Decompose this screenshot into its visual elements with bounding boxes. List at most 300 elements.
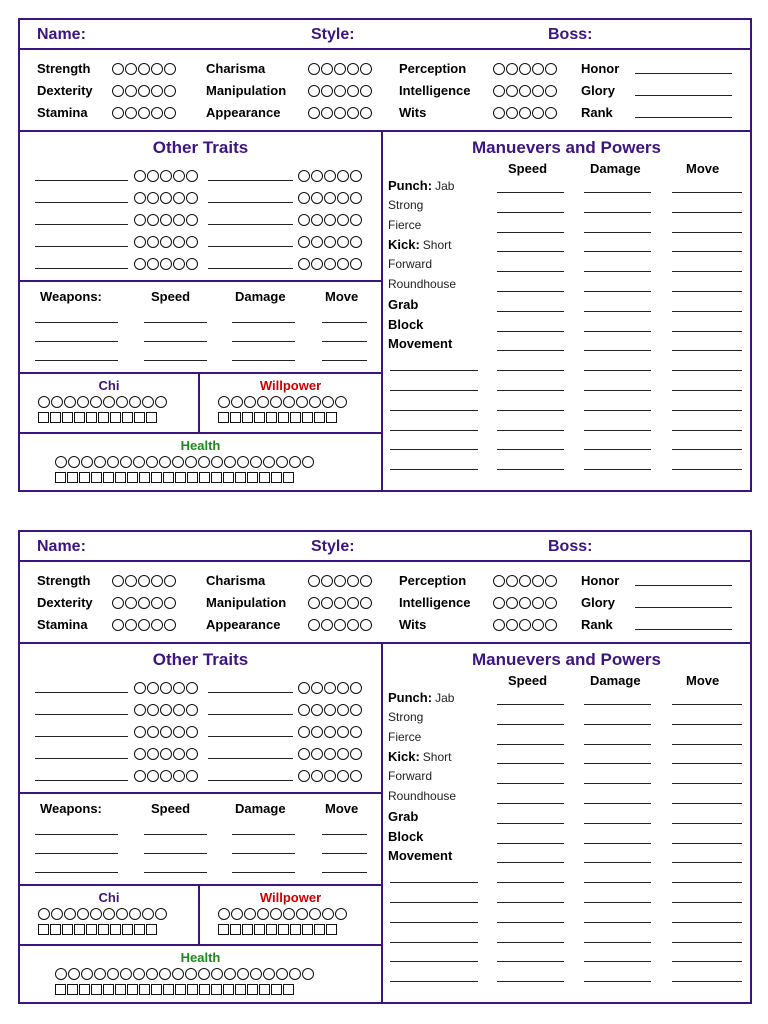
rating-dot[interactable] (186, 748, 198, 760)
rating-box[interactable] (98, 924, 109, 935)
rating-dot[interactable] (112, 63, 124, 75)
trait-name-line[interactable] (35, 180, 128, 181)
maneuver-move-line[interactable] (672, 331, 742, 332)
rating-dot[interactable] (164, 63, 176, 75)
rating-dot[interactable] (347, 63, 359, 75)
rating-dot[interactable] (147, 704, 159, 716)
rating-dot[interactable] (125, 619, 137, 631)
attribute-line[interactable] (635, 73, 732, 74)
rating-dot[interactable] (68, 456, 80, 468)
rating-dot[interactable] (321, 619, 333, 631)
trait-name-line[interactable] (208, 224, 293, 225)
rating-dot[interactable] (298, 214, 310, 226)
maneuver-speed-line[interactable] (497, 763, 564, 764)
rating-dot[interactable] (360, 575, 372, 587)
rating-dot[interactable] (147, 236, 159, 248)
rating-dot[interactable] (493, 575, 505, 587)
rating-box[interactable] (290, 924, 301, 935)
maneuver-move-line[interactable] (672, 744, 742, 745)
rating-dot[interactable] (334, 619, 346, 631)
rating-dot[interactable] (257, 908, 269, 920)
rating-dot[interactable] (120, 456, 132, 468)
rating-dot[interactable] (90, 908, 102, 920)
maneuver-name-line[interactable] (390, 430, 478, 431)
weapon-line[interactable] (35, 872, 118, 873)
maneuver-name-line[interactable] (390, 390, 478, 391)
maneuver-damage-line[interactable] (584, 882, 651, 883)
rating-dot[interactable] (160, 748, 172, 760)
rating-box[interactable] (223, 984, 234, 995)
rating-dot[interactable] (532, 85, 544, 97)
rating-box[interactable] (211, 472, 222, 483)
maneuver-speed-line[interactable] (497, 862, 564, 863)
weapon-move-line[interactable] (322, 834, 367, 835)
rating-dot[interactable] (337, 170, 349, 182)
maneuver-damage-line[interactable] (584, 370, 651, 371)
rating-box[interactable] (259, 984, 270, 995)
rating-dot[interactable] (186, 214, 198, 226)
rating-dot[interactable] (289, 456, 301, 468)
weapon-move-line[interactable] (322, 853, 367, 854)
rating-dot[interactable] (160, 770, 172, 782)
rating-dot[interactable] (308, 619, 320, 631)
maneuver-move-line[interactable] (672, 251, 742, 252)
rating-dot[interactable] (322, 396, 334, 408)
rating-box[interactable] (103, 984, 114, 995)
rating-box[interactable] (79, 472, 90, 483)
rating-dot[interactable] (147, 258, 159, 270)
rating-dot[interactable] (38, 908, 50, 920)
rating-box[interactable] (242, 924, 253, 935)
rating-box[interactable] (266, 924, 277, 935)
maneuver-speed-line[interactable] (497, 882, 564, 883)
rating-box[interactable] (74, 924, 85, 935)
rating-dot[interactable] (103, 396, 115, 408)
attribute-line[interactable] (635, 117, 732, 118)
maneuver-move-line[interactable] (672, 271, 742, 272)
rating-dot[interactable] (151, 575, 163, 587)
rating-box[interactable] (235, 984, 246, 995)
rating-dot[interactable] (324, 726, 336, 738)
maneuver-speed-line[interactable] (497, 843, 564, 844)
rating-dot[interactable] (160, 258, 172, 270)
rating-dot[interactable] (134, 748, 146, 760)
trait-name-line[interactable] (208, 202, 293, 203)
rating-dot[interactable] (77, 908, 89, 920)
rating-dot[interactable] (350, 192, 362, 204)
rating-dot[interactable] (335, 396, 347, 408)
rating-dot[interactable] (283, 908, 295, 920)
rating-dot[interactable] (160, 170, 172, 182)
rating-dot[interactable] (116, 908, 128, 920)
rating-dot[interactable] (68, 968, 80, 980)
rating-dot[interactable] (311, 170, 323, 182)
rating-dot[interactable] (308, 597, 320, 609)
rating-dot[interactable] (151, 619, 163, 631)
maneuver-damage-line[interactable] (584, 232, 651, 233)
rating-dot[interactable] (324, 214, 336, 226)
maneuver-move-line[interactable] (672, 763, 742, 764)
rating-dot[interactable] (270, 908, 282, 920)
rating-dot[interactable] (173, 214, 185, 226)
rating-dot[interactable] (125, 597, 137, 609)
attribute-line[interactable] (635, 95, 732, 96)
rating-box[interactable] (314, 412, 325, 423)
rating-dot[interactable] (160, 704, 172, 716)
rating-dot[interactable] (125, 107, 137, 119)
rating-dot[interactable] (125, 575, 137, 587)
rating-box[interactable] (62, 412, 73, 423)
rating-dot[interactable] (138, 575, 150, 587)
rating-dot[interactable] (302, 456, 314, 468)
weapon-speed-line[interactable] (144, 341, 207, 342)
weapon-speed-line[interactable] (144, 322, 207, 323)
trait-name-line[interactable] (208, 780, 293, 781)
maneuver-name-line[interactable] (390, 961, 478, 962)
rating-box[interactable] (278, 412, 289, 423)
rating-dot[interactable] (298, 770, 310, 782)
rating-box[interactable] (278, 924, 289, 935)
rating-box[interactable] (74, 412, 85, 423)
rating-dot[interactable] (146, 456, 158, 468)
rating-dot[interactable] (142, 908, 154, 920)
maneuver-move-line[interactable] (672, 882, 742, 883)
rating-dot[interactable] (532, 597, 544, 609)
rating-dot[interactable] (103, 908, 115, 920)
rating-dot[interactable] (311, 770, 323, 782)
maneuver-speed-line[interactable] (497, 192, 564, 193)
weapon-move-line[interactable] (322, 341, 367, 342)
rating-box[interactable] (103, 472, 114, 483)
maneuver-damage-line[interactable] (584, 291, 651, 292)
trait-name-line[interactable] (35, 692, 128, 693)
rating-dot[interactable] (493, 619, 505, 631)
rating-box[interactable] (218, 924, 229, 935)
rating-dot[interactable] (186, 170, 198, 182)
trait-name-line[interactable] (35, 268, 128, 269)
rating-dot[interactable] (324, 170, 336, 182)
weapon-damage-line[interactable] (232, 341, 295, 342)
maneuver-speed-line[interactable] (497, 783, 564, 784)
rating-dot[interactable] (519, 107, 531, 119)
trait-name-line[interactable] (208, 714, 293, 715)
rating-dot[interactable] (134, 258, 146, 270)
maneuver-damage-line[interactable] (584, 981, 651, 982)
rating-dot[interactable] (308, 63, 320, 75)
rating-box[interactable] (91, 472, 102, 483)
rating-dot[interactable] (51, 908, 63, 920)
rating-box[interactable] (127, 984, 138, 995)
rating-dot[interactable] (185, 456, 197, 468)
rating-dot[interactable] (138, 619, 150, 631)
rating-dot[interactable] (186, 236, 198, 248)
rating-dot[interactable] (147, 770, 159, 782)
rating-box[interactable] (146, 412, 157, 423)
rating-dot[interactable] (112, 597, 124, 609)
weapon-line[interactable] (35, 360, 118, 361)
rating-dot[interactable] (134, 236, 146, 248)
rating-dot[interactable] (334, 63, 346, 75)
rating-dot[interactable] (134, 170, 146, 182)
rating-box[interactable] (50, 412, 61, 423)
rating-dot[interactable] (173, 704, 185, 716)
rating-dot[interactable] (350, 258, 362, 270)
maneuver-name-line[interactable] (390, 370, 478, 371)
rating-dot[interactable] (493, 63, 505, 75)
rating-dot[interactable] (308, 107, 320, 119)
rating-dot[interactable] (112, 107, 124, 119)
rating-dot[interactable] (55, 968, 67, 980)
rating-dot[interactable] (545, 619, 557, 631)
rating-dot[interactable] (173, 682, 185, 694)
rating-dot[interactable] (321, 597, 333, 609)
rating-dot[interactable] (173, 258, 185, 270)
rating-dot[interactable] (134, 214, 146, 226)
rating-dot[interactable] (337, 214, 349, 226)
maneuver-move-line[interactable] (672, 981, 742, 982)
maneuver-speed-line[interactable] (497, 271, 564, 272)
rating-dot[interactable] (545, 575, 557, 587)
rating-dot[interactable] (164, 575, 176, 587)
rating-dot[interactable] (159, 968, 171, 980)
maneuver-speed-line[interactable] (497, 823, 564, 824)
maneuver-move-line[interactable] (672, 803, 742, 804)
rating-dot[interactable] (298, 192, 310, 204)
maneuver-speed-line[interactable] (497, 350, 564, 351)
rating-dot[interactable] (250, 456, 262, 468)
maneuver-damage-line[interactable] (584, 724, 651, 725)
rating-box[interactable] (98, 412, 109, 423)
weapon-speed-line[interactable] (144, 834, 207, 835)
rating-box[interactable] (50, 924, 61, 935)
rating-box[interactable] (326, 924, 337, 935)
rating-dot[interactable] (133, 456, 145, 468)
rating-dot[interactable] (298, 682, 310, 694)
trait-name-line[interactable] (208, 736, 293, 737)
rating-dot[interactable] (237, 968, 249, 980)
maneuver-speed-line[interactable] (497, 469, 564, 470)
rating-dot[interactable] (142, 396, 154, 408)
attribute-line[interactable] (635, 607, 732, 608)
rating-dot[interactable] (173, 770, 185, 782)
rating-dot[interactable] (173, 192, 185, 204)
rating-dot[interactable] (81, 456, 93, 468)
rating-dot[interactable] (160, 682, 172, 694)
rating-dot[interactable] (350, 236, 362, 248)
rating-dot[interactable] (289, 968, 301, 980)
rating-dot[interactable] (321, 63, 333, 75)
rating-dot[interactable] (308, 575, 320, 587)
rating-box[interactable] (67, 472, 78, 483)
rating-dot[interactable] (164, 85, 176, 97)
maneuver-move-line[interactable] (672, 922, 742, 923)
rating-box[interactable] (115, 984, 126, 995)
rating-dot[interactable] (55, 456, 67, 468)
rating-dot[interactable] (347, 619, 359, 631)
rating-dot[interactable] (151, 597, 163, 609)
maneuver-name-line[interactable] (390, 981, 478, 982)
maneuver-move-line[interactable] (672, 192, 742, 193)
rating-dot[interactable] (360, 63, 372, 75)
rating-box[interactable] (110, 924, 121, 935)
rating-dot[interactable] (298, 726, 310, 738)
rating-dot[interactable] (134, 704, 146, 716)
rating-dot[interactable] (125, 63, 137, 75)
rating-box[interactable] (127, 472, 138, 483)
rating-dot[interactable] (147, 748, 159, 760)
rating-dot[interactable] (337, 726, 349, 738)
maneuver-move-line[interactable] (672, 212, 742, 213)
rating-dot[interactable] (337, 748, 349, 760)
rating-dot[interactable] (334, 597, 346, 609)
rating-dot[interactable] (147, 170, 159, 182)
rating-box[interactable] (122, 924, 133, 935)
rating-box[interactable] (302, 412, 313, 423)
rating-box[interactable] (302, 924, 313, 935)
rating-box[interactable] (38, 924, 49, 935)
maneuver-name-line[interactable] (390, 410, 478, 411)
maneuver-speed-line[interactable] (497, 724, 564, 725)
maneuver-damage-line[interactable] (584, 350, 651, 351)
maneuver-move-line[interactable] (672, 232, 742, 233)
weapon-line[interactable] (35, 322, 118, 323)
rating-dot[interactable] (347, 575, 359, 587)
rating-dot[interactable] (198, 968, 210, 980)
rating-box[interactable] (115, 472, 126, 483)
rating-dot[interactable] (138, 63, 150, 75)
rating-box[interactable] (139, 472, 150, 483)
rating-dot[interactable] (545, 107, 557, 119)
trait-name-line[interactable] (208, 692, 293, 693)
rating-box[interactable] (146, 924, 157, 935)
rating-dot[interactable] (311, 258, 323, 270)
maneuver-damage-line[interactable] (584, 271, 651, 272)
weapon-move-line[interactable] (322, 872, 367, 873)
rating-dot[interactable] (545, 597, 557, 609)
rating-dot[interactable] (519, 575, 531, 587)
rating-box[interactable] (151, 984, 162, 995)
rating-dot[interactable] (263, 456, 275, 468)
maneuver-move-line[interactable] (672, 942, 742, 943)
rating-dot[interactable] (276, 456, 288, 468)
maneuver-damage-line[interactable] (584, 803, 651, 804)
trait-name-line[interactable] (35, 224, 128, 225)
rating-dot[interactable] (94, 968, 106, 980)
maneuver-damage-line[interactable] (584, 704, 651, 705)
rating-dot[interactable] (321, 575, 333, 587)
rating-box[interactable] (55, 472, 66, 483)
rating-dot[interactable] (350, 170, 362, 182)
maneuver-speed-line[interactable] (497, 232, 564, 233)
rating-dot[interactable] (335, 908, 347, 920)
rating-dot[interactable] (309, 396, 321, 408)
weapon-move-line[interactable] (322, 360, 367, 361)
rating-dot[interactable] (51, 396, 63, 408)
maneuver-speed-line[interactable] (497, 212, 564, 213)
rating-dot[interactable] (129, 908, 141, 920)
rating-dot[interactable] (138, 107, 150, 119)
rating-dot[interactable] (324, 236, 336, 248)
maneuver-damage-line[interactable] (584, 783, 651, 784)
rating-dot[interactable] (231, 908, 243, 920)
rating-dot[interactable] (334, 575, 346, 587)
rating-dot[interactable] (155, 908, 167, 920)
weapon-speed-line[interactable] (144, 872, 207, 873)
rating-dot[interactable] (164, 107, 176, 119)
rating-box[interactable] (110, 412, 121, 423)
weapon-damage-line[interactable] (232, 322, 295, 323)
rating-dot[interactable] (298, 170, 310, 182)
rating-dot[interactable] (324, 704, 336, 716)
rating-dot[interactable] (532, 619, 544, 631)
maneuver-damage-line[interactable] (584, 862, 651, 863)
trait-name-line[interactable] (35, 758, 128, 759)
rating-dot[interactable] (134, 192, 146, 204)
rating-dot[interactable] (302, 968, 314, 980)
rating-box[interactable] (259, 472, 270, 483)
maneuver-move-line[interactable] (672, 390, 742, 391)
rating-dot[interactable] (237, 456, 249, 468)
rating-dot[interactable] (311, 682, 323, 694)
weapon-damage-line[interactable] (232, 853, 295, 854)
rating-box[interactable] (254, 412, 265, 423)
rating-dot[interactable] (337, 236, 349, 248)
weapon-damage-line[interactable] (232, 872, 295, 873)
rating-dot[interactable] (186, 704, 198, 716)
rating-dot[interactable] (347, 85, 359, 97)
rating-dot[interactable] (263, 968, 275, 980)
rating-dot[interactable] (324, 748, 336, 760)
rating-dot[interactable] (324, 770, 336, 782)
maneuver-move-line[interactable] (672, 410, 742, 411)
rating-dot[interactable] (133, 968, 145, 980)
rating-box[interactable] (163, 984, 174, 995)
maneuver-damage-line[interactable] (584, 311, 651, 312)
rating-dot[interactable] (506, 63, 518, 75)
rating-box[interactable] (271, 984, 282, 995)
rating-dot[interactable] (155, 396, 167, 408)
maneuver-damage-line[interactable] (584, 922, 651, 923)
rating-dot[interactable] (38, 396, 50, 408)
weapon-line[interactable] (35, 834, 118, 835)
rating-dot[interactable] (186, 770, 198, 782)
maneuver-speed-line[interactable] (497, 410, 564, 411)
rating-dot[interactable] (532, 575, 544, 587)
maneuver-move-line[interactable] (672, 350, 742, 351)
rating-box[interactable] (211, 984, 222, 995)
maneuver-damage-line[interactable] (584, 251, 651, 252)
maneuver-name-line[interactable] (390, 882, 478, 883)
maneuver-name-line[interactable] (390, 942, 478, 943)
rating-dot[interactable] (244, 908, 256, 920)
rating-dot[interactable] (493, 85, 505, 97)
rating-box[interactable] (67, 984, 78, 995)
rating-box[interactable] (314, 924, 325, 935)
rating-box[interactable] (91, 984, 102, 995)
rating-dot[interactable] (506, 619, 518, 631)
maneuver-name-line[interactable] (390, 902, 478, 903)
trait-name-line[interactable] (35, 780, 128, 781)
rating-dot[interactable] (151, 85, 163, 97)
rating-dot[interactable] (296, 908, 308, 920)
maneuver-damage-line[interactable] (584, 331, 651, 332)
rating-dot[interactable] (77, 396, 89, 408)
weapon-line[interactable] (35, 341, 118, 342)
rating-dot[interactable] (257, 396, 269, 408)
rating-dot[interactable] (244, 396, 256, 408)
rating-dot[interactable] (64, 396, 76, 408)
rating-dot[interactable] (298, 236, 310, 248)
